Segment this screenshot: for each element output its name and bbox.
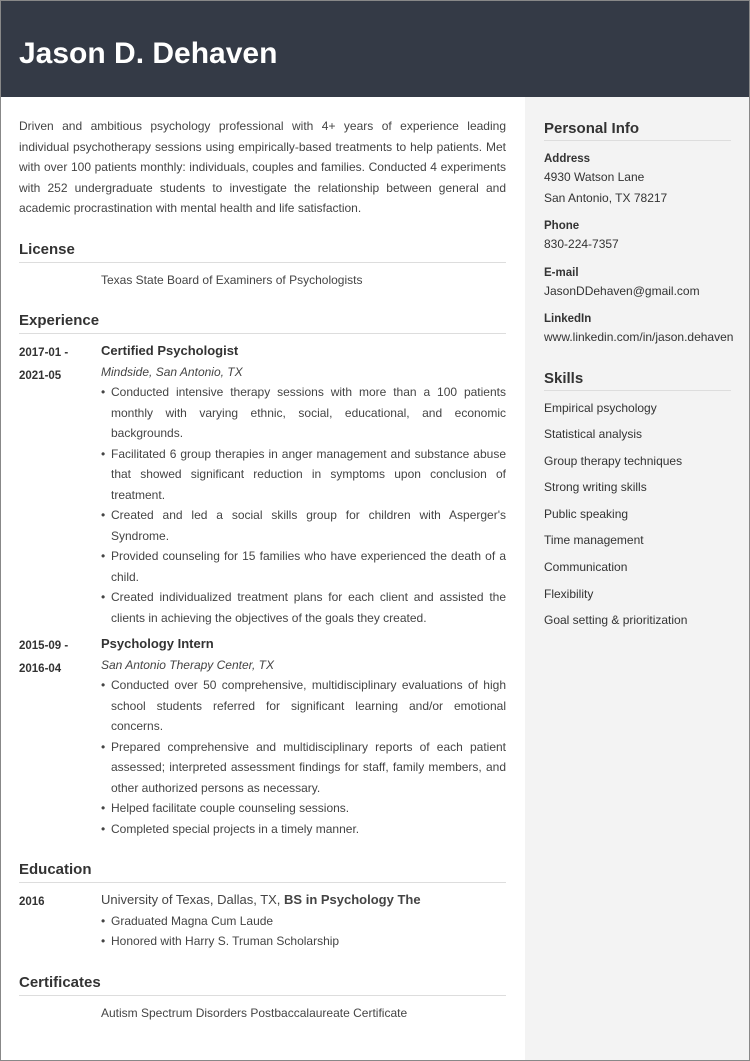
job-title: Psychology Intern	[101, 636, 214, 651]
job-company: San Antonio Therapy Center, TX	[101, 657, 274, 672]
linkedin-label: LinkedIn	[544, 313, 592, 325]
address-label: Address	[544, 153, 591, 165]
address-line2: San Antonio, TX 78217	[544, 190, 668, 205]
education-bullet: • Honored with Harry S. Truman Scholarship	[101, 931, 506, 952]
job-date-start: 2015-09 -	[19, 640, 69, 652]
skill-item: Goal setting & prioritization	[544, 613, 688, 628]
skill-item: Statistical analysis	[544, 427, 643, 442]
certificate-item: Autism Spectrum Disorders Postbaccalaureate Certificate	[101, 1005, 408, 1020]
license-heading: License	[19, 241, 506, 263]
job-bullet: • Facilitated 6 group therapies in anger management and substance abuse that showed significant reduction in symptoms upon conclusion of treatment.	[101, 444, 506, 506]
skill-item: Communication	[544, 560, 628, 575]
license-item: Texas State Board of Examiners of Psychologists	[101, 272, 363, 287]
job-bullet: • Helped facilitate couple counseling sessions.	[101, 798, 506, 819]
education-date: 2016	[19, 896, 45, 908]
phone: 830-224-7357	[544, 237, 619, 251]
job-bullet: • Provided counseling for 15 families who have experienced the death of a child.	[101, 546, 506, 587]
skill-item: Empirical psychology	[544, 400, 657, 415]
job-date-end: 2021-05	[19, 369, 62, 382]
job-date-end: 2016-04	[19, 662, 62, 675]
email-label: E-mail	[544, 266, 579, 279]
job-title: Certified Psychologist	[101, 343, 239, 358]
linkedin: www.linkedin.com/in/jason.dehaven	[544, 330, 734, 344]
job-bullet: • Created individualized treatment plans for each client and assisted the clients in achieving the objectives of the goals they created.	[101, 587, 506, 628]
job-date-start: 2017-01 -	[19, 347, 69, 359]
summary: Driven and ambitious psychology professional with 4+ years of experience leading individual psychotherapy sessions using empirically-based treatments to help patients. Met with over 100 patients monthly: individuals, couples and families. Conducted 4 experiments with 252 undergraduate students to investigate the relationship between general and academic procrastination with mental health and life satisfaction.	[19, 119, 506, 215]
personal-info-heading: Personal Info	[544, 120, 731, 141]
skill-item: Flexibility	[544, 586, 594, 601]
email: JasonDDehaven@gmail.com	[544, 283, 700, 298]
skill-item: Public speaking	[544, 506, 629, 521]
skill-item: Time management	[544, 533, 644, 548]
job-bullet: • Created and led a social skills group for children with Asperger's Syndrome.	[101, 505, 506, 546]
experience-heading: Experience	[19, 312, 506, 334]
skill-item: Strong writing skills	[544, 480, 647, 495]
certificates-heading: Certificates	[19, 974, 506, 996]
job-bullet: • Completed special projects in a timely manner.	[101, 819, 506, 840]
skill-item: Group therapy techniques	[544, 453, 683, 468]
degree: BS in Psychology The	[284, 892, 421, 907]
job-bullet: • Conducted over 50 comprehensive, multidisciplinary evaluations of high school students referred for significant learning and/or emotional concerns.	[101, 675, 506, 737]
school: University of Texas, Dallas, TX,	[101, 892, 281, 907]
address-line1: 4930 Watson Lane	[544, 170, 645, 184]
education-heading: Education	[19, 861, 506, 883]
job-bullet: • Conducted intensive therapy sessions with more than a 100 patients monthly with varying ethnic, social, educational, and economic backgrounds.	[101, 382, 506, 444]
job-company: Mindside, San Antonio, TX	[101, 364, 243, 379]
candidate-name: Jason D. Dehaven	[19, 37, 278, 70]
education-bullet: • Graduated Magna Cum Laude	[101, 911, 506, 932]
phone-label: Phone	[544, 220, 580, 232]
job-bullet: • Prepared comprehensive and multidisciplinary reports of each patient assessed; interpreted assessment findings for staff, family members, and other authorized persons as necessary.	[101, 737, 506, 799]
skills-heading: Skills	[544, 370, 731, 391]
